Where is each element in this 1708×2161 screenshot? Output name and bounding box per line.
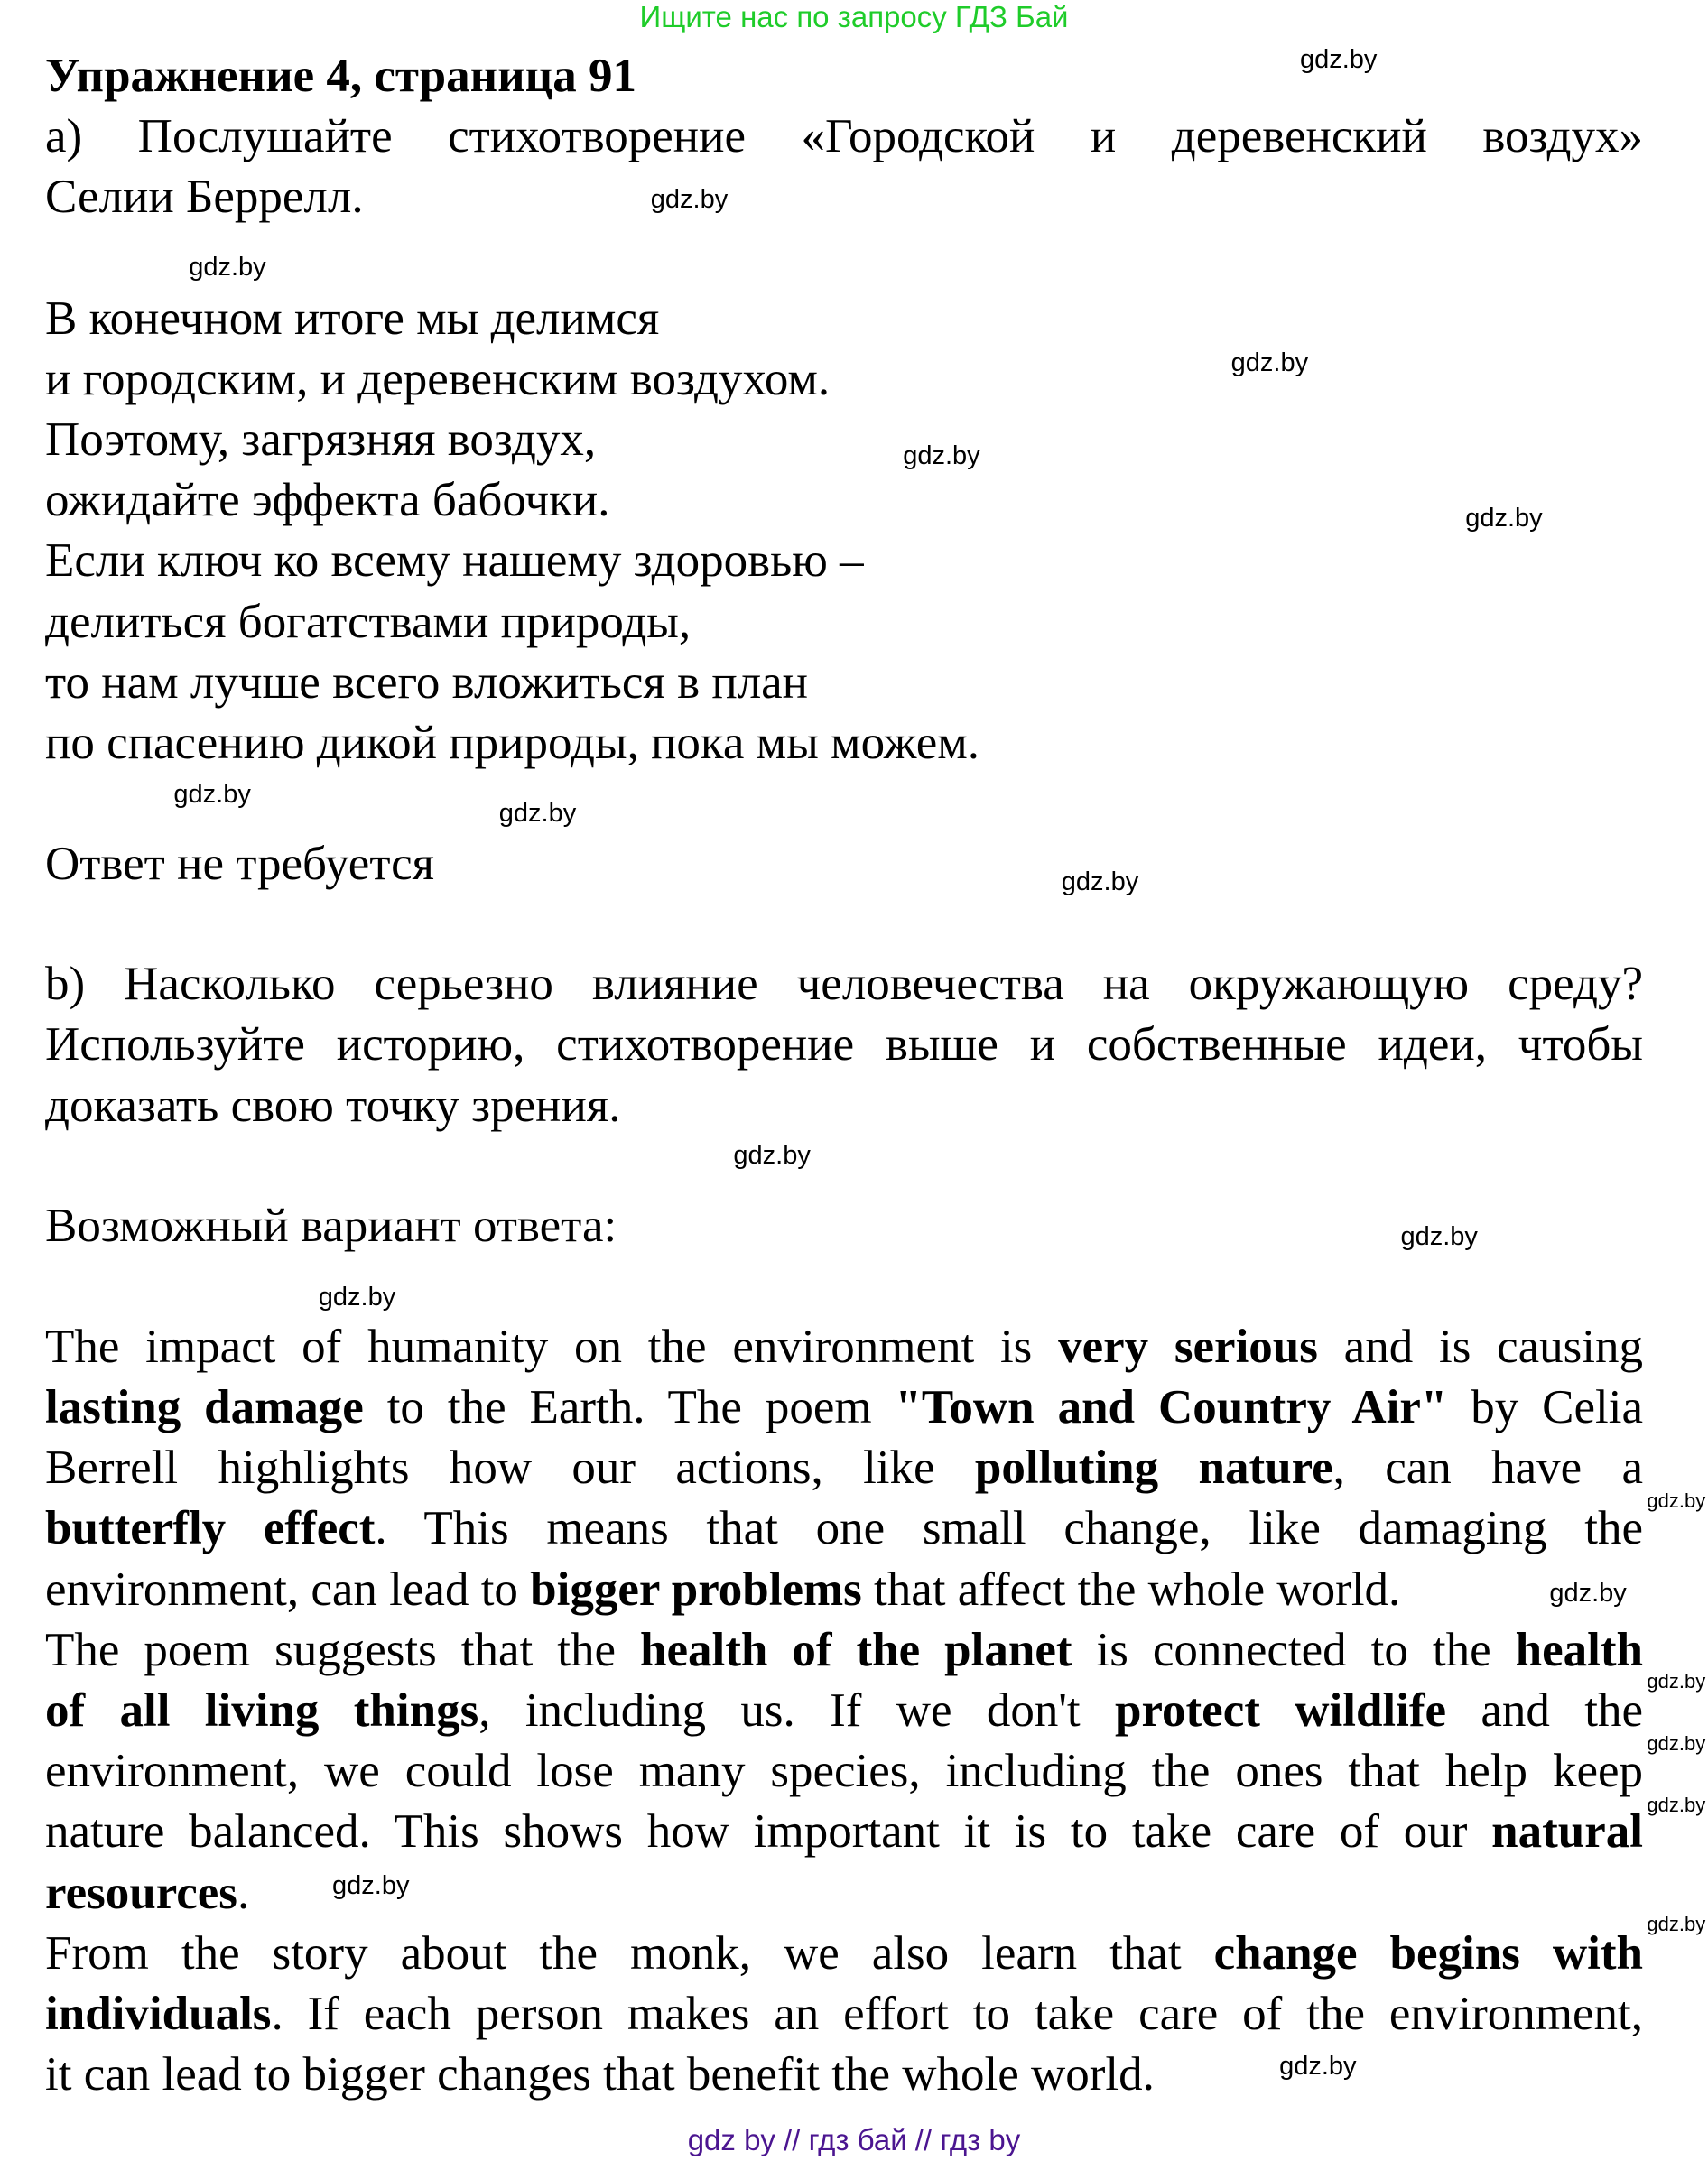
text-segment: . This means that one small change, like damaging the xyxy=(375,1502,1643,1555)
bold-phrase: natural xyxy=(1491,1805,1643,1859)
answer-line xyxy=(45,1924,1643,1984)
answer-line xyxy=(45,1984,1643,2045)
answer-a: Ответ не требуется xyxy=(45,838,435,891)
answer-line xyxy=(45,2045,1155,2105)
task-b-line: b) Насколько серьезно влияние человечества на окружающую среду? xyxy=(45,958,1643,1011)
bold-phrase: individuals xyxy=(45,1987,272,2040)
watermark: gdz.by xyxy=(1061,867,1139,897)
bold-phrase: butterfly effect xyxy=(45,1502,376,1555)
watermark: gdz.by xyxy=(1400,1221,1478,1251)
watermark: gdz.by xyxy=(189,253,266,283)
answer-line xyxy=(45,1681,1643,1741)
bold-phrase: of all living things xyxy=(45,1684,479,1737)
watermark: gdz.by xyxy=(1230,348,1309,377)
task-b-line: доказать свою точку зрения. xyxy=(45,1079,621,1132)
bold-phrase: lasting damage xyxy=(45,1381,364,1434)
watermark: gdz.by xyxy=(332,1870,410,1900)
answer-label: Возможный вариант ответа: xyxy=(45,1199,617,1252)
watermark: gdz.by xyxy=(1647,1489,1706,1512)
watermark: gdz.by xyxy=(318,1282,396,1312)
text-segment: it can lead to bigger changes that benefit the whole world. xyxy=(45,2048,1155,2101)
watermark: gdz.by xyxy=(498,798,577,828)
answer-line xyxy=(45,1377,1643,1438)
answer-line xyxy=(45,1802,1643,1862)
watermark: gdz.by xyxy=(1549,1579,1627,1609)
watermark: gdz.by xyxy=(650,185,729,215)
task-a-line: Селии Беррелл. xyxy=(45,171,364,224)
text-segment: to the Earth. The poem xyxy=(363,1381,896,1434)
text-segment: . If each person makes an effort to take care of the environment, xyxy=(271,1987,1643,2040)
poem-line: ожидайте эффекта бабочки. xyxy=(45,474,610,527)
page-title: Упражнение 4, страница 91 xyxy=(45,49,636,102)
answer-line xyxy=(45,1560,1400,1620)
watermark: gdz.by xyxy=(173,779,251,809)
bold-phrase: health of the planet xyxy=(640,1623,1072,1676)
task-b-line: Используйте историю, стихотворение выше и собственные идеи, чтобы xyxy=(45,1018,1643,1071)
text-segment: The impact of humanity on the environment is xyxy=(45,1320,1059,1373)
answer-line xyxy=(45,1498,1643,1559)
answer-line xyxy=(45,1741,1643,1802)
bold-phrase: bigger problems xyxy=(530,1563,862,1616)
bold-phrase: protect wildlife xyxy=(1114,1684,1447,1737)
text-segment: , can have a xyxy=(1332,1442,1644,1495)
text-segment: From the story about the monk, we also learn that xyxy=(45,1926,1214,1980)
poem-line: делиться богатствами природы, xyxy=(45,595,692,648)
watermark: gdz.by xyxy=(1279,2051,1357,2081)
bold-phrase: change begins with xyxy=(1213,1926,1643,1980)
task-a-line: а) Послушайте стихотворение «Городской и деревенский воздух» xyxy=(45,110,1643,163)
answer-line xyxy=(45,1317,1643,1377)
text-segment: , including us. If we don't xyxy=(478,1684,1115,1737)
text-segment: The poem suggests that the xyxy=(45,1623,640,1676)
poem-line: В конечном итоге мы делимся xyxy=(45,292,660,345)
text-segment: is connected to the xyxy=(1072,1623,1516,1676)
watermark: gdz.by xyxy=(733,1140,811,1170)
answer-line xyxy=(45,1620,1643,1681)
text-segment: . xyxy=(237,1866,250,1919)
watermark: gdz.by xyxy=(1299,44,1378,74)
text-segment: environment, we could lose many species, including the ones that help keep xyxy=(45,1745,1643,1798)
text-segment: and is causing xyxy=(1317,1320,1643,1373)
poem-line: и городским, и деревенским воздухом. xyxy=(45,352,831,405)
bold-phrase: very serious xyxy=(1058,1320,1318,1373)
text-segment: environment, can lead to xyxy=(45,1563,531,1616)
search-banner: Ищите нас по запросу ГДЗ Бай xyxy=(639,0,1069,33)
watermark: gdz.by xyxy=(1647,1794,1706,1817)
footer-links: gdz by // гдз бай // гдз by xyxy=(687,2123,1021,2156)
text-segment: and the xyxy=(1446,1684,1644,1737)
bold-phrase: polluting nature xyxy=(974,1442,1333,1495)
poem-line: Поэтому, загрязняя воздух, xyxy=(45,413,597,467)
answer-line xyxy=(45,1863,249,1924)
text-segment: by Celia xyxy=(1447,1381,1644,1434)
watermark: gdz.by xyxy=(1465,504,1543,533)
poem-line: то нам лучше всего вложиться в план xyxy=(45,655,809,709)
answer-line xyxy=(45,1438,1643,1498)
text-segment: that affect the whole world. xyxy=(861,1563,1401,1616)
bold-phrase: resources xyxy=(45,1866,237,1919)
watermark: gdz.by xyxy=(1647,1669,1706,1693)
poem-line: по спасению дикой природы, пока мы можем. xyxy=(45,717,980,770)
bold-phrase: health xyxy=(1515,1623,1643,1676)
poem-line: Если ключ ко всему нашему здоровью – xyxy=(45,534,864,588)
text-segment: nature balanced. This shows how important it is to take care of our xyxy=(45,1805,1492,1859)
watermark: gdz.by xyxy=(903,441,980,471)
text-segment: Berrell highlights how our actions, like xyxy=(45,1442,975,1495)
bold-phrase: "Town and Country Air" xyxy=(895,1381,1448,1434)
watermark: gdz.by xyxy=(1647,1731,1706,1755)
watermark: gdz.by xyxy=(1647,1912,1706,1935)
